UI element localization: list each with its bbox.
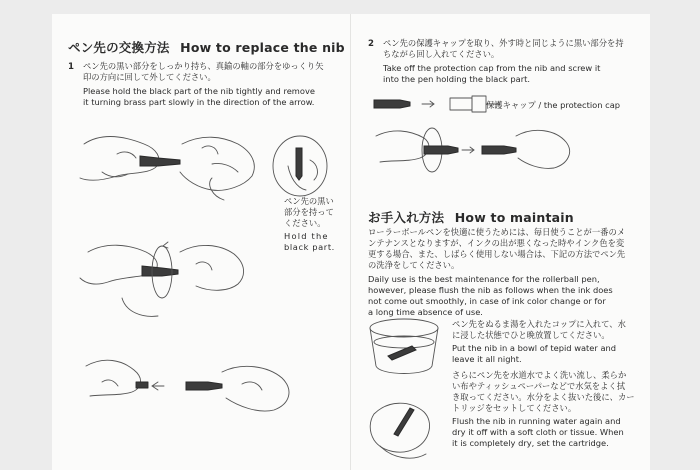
step-2-text <box>383 38 624 85</box>
text-line: Hold the <box>284 231 329 241</box>
callout <box>284 196 335 253</box>
maintain-text <box>368 227 625 318</box>
text-line: ちながら回し入れてください。 <box>383 49 500 59</box>
left-title <box>68 38 345 56</box>
bowl-text <box>452 319 626 365</box>
text-line: 更する場合、また、しばらく使用しない場合は、下記の方法でペン先 <box>368 249 626 259</box>
text-line: dry it off with a soft cloth or tissue. When <box>452 427 624 437</box>
text-line: ペン先の保護キャップを取り、外す時と同じように黒い部分を持 <box>383 38 624 48</box>
cap-label: 保護キャップ / the protection cap <box>486 100 621 110</box>
text-line: ペン先の黒い <box>284 196 334 206</box>
text-line: い布やティッシュペーパーなどで水気をよく拭 <box>452 381 625 391</box>
text-line: leave it all night. <box>452 354 522 364</box>
text-line: not come out smoothly, in case of ink color change or for <box>368 296 606 306</box>
text-line: Put the nib in a bowl of tepid water and <box>452 343 617 353</box>
text-line: の洗浄をしてください。 <box>368 260 460 270</box>
text-line: さらにペン先を水道水でよく洗い流し、柔らか <box>452 370 627 380</box>
text-line: Take off the protection cap from the nib and screw it <box>383 63 601 73</box>
title-en: How to replace the nib <box>180 40 345 55</box>
step-2-number: 2 <box>368 39 374 49</box>
maintain-title <box>368 208 574 226</box>
title-en: How to maintain <box>454 210 574 225</box>
text-line: ペン先をぬるま湯を入れたコップに入れて、水 <box>452 319 626 329</box>
title-jp: お手入れ方法 <box>368 210 445 225</box>
text-line: ペン先の黒い部分をしっかり持ち、真鍮の軸の部分をゆっくり矢 <box>83 61 324 71</box>
title-jp: ペン先の交換方法 <box>68 40 170 55</box>
text-line: however, please flush the nib as follows when the ink does <box>368 285 613 295</box>
text-line: トリッジをセットしてください。 <box>452 403 577 413</box>
text-line: it is completely dry, set the cartridge. <box>452 438 609 448</box>
text-line: ローラーボールペンを快適に使うためには、毎日使うことが一番のメ <box>368 227 626 237</box>
text-line: き取ってください。水分をよく抜いた後に、カー <box>452 392 635 402</box>
text-line: black part. <box>284 242 335 252</box>
step-1-number: 1 <box>68 62 74 72</box>
text-line: に浸した状態でひと晩放置してください。 <box>452 330 610 340</box>
flush-text <box>452 370 635 449</box>
nib-removal-illustration <box>62 114 352 464</box>
text-line: 部分を持って <box>284 207 334 217</box>
bowl-illustration <box>368 316 444 470</box>
step-1-text <box>83 61 324 108</box>
text-line: ンテナンスとなりますが、インクの出が悪くなった時やインク色を変 <box>368 238 625 248</box>
text-line: Daily use is the best maintenance for the rollerball pen, <box>368 274 600 284</box>
text-line: a long time absence of use. <box>368 307 483 317</box>
text-line: it turning brass part slowly in the direction of the arrow. <box>83 97 315 107</box>
text-line: into the pen holding the black part. <box>383 74 530 84</box>
instruction-sheet <box>52 14 650 470</box>
text-line: Please hold the black part of the nib tightly and remove <box>83 86 315 96</box>
text-line: 印の方向に回して外してください。 <box>83 72 216 82</box>
text-line: Flush the nib in running water again and <box>452 416 621 426</box>
text-line: ください。 <box>284 218 326 228</box>
